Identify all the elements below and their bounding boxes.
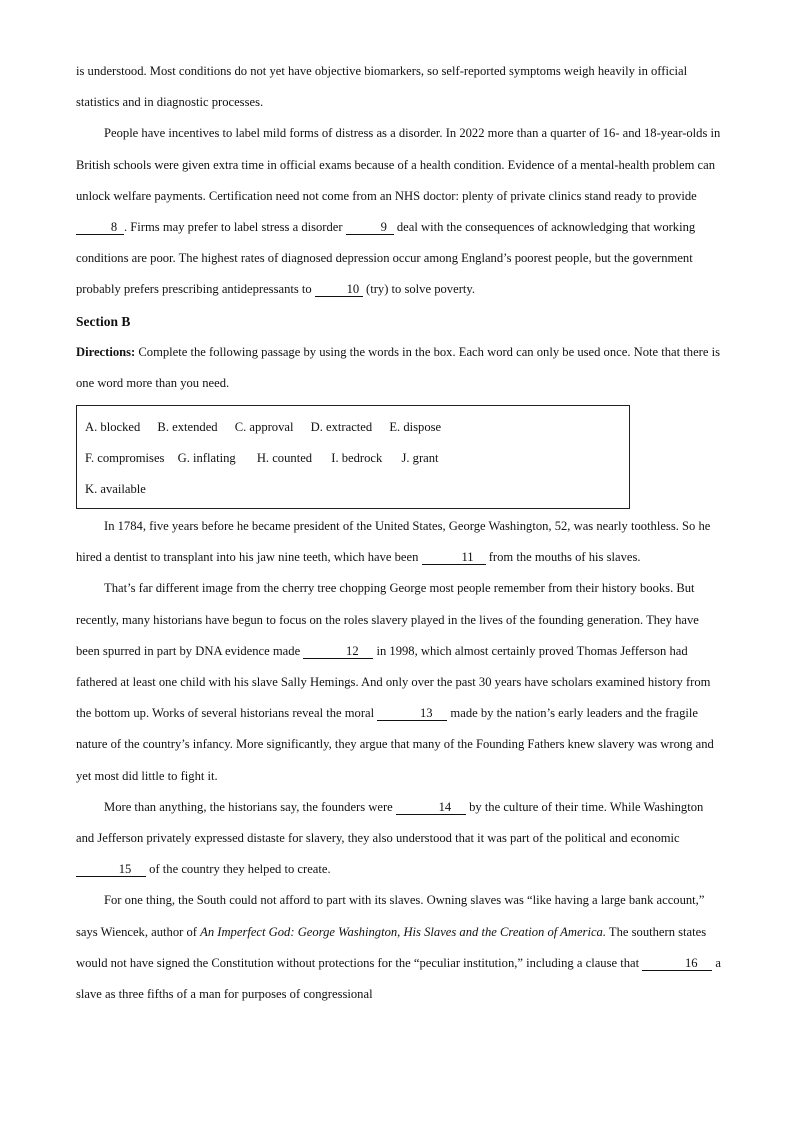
word-box-row-3 [85,474,621,505]
text-segment: from the mouths of his slaves. [485,550,641,565]
directions-text: Complete the following passage by using the words in the box. Each word can only be used once. Note that there is one word more than you need. [76,344,721,390]
word-option-b: B. extended [157,420,218,435]
blank-8[interactable]: 8 [76,220,124,235]
text-segment: (try) to solve poverty. [362,282,476,297]
word-option-k: K. available [85,482,146,497]
word-option-f: F. compromises [85,451,165,466]
directions-label: Directions: [76,344,136,359]
blank-12[interactable]: 12 [303,644,373,659]
text-segment: deal with the consequences of acknowledging that working conditions are poor. The highest rates of diagnosed depression occur among England’s poorest people, but the government probably prefers prescribing antidepressants to [76,220,696,297]
blank-11[interactable]: 11 [422,550,486,565]
word-box-row-2 [85,443,621,474]
book-title: An Imperfect God: George Washington, His Slaves and the Creation of America. [200,924,606,939]
word-box [76,405,630,509]
text-segment: People have incentives to label mild forms of distress as a disorder. In 2022 more than a quarter of 16- and 18-year-olds in British schools were given extra time in official exams because of a health condition. Evidence of a mental-health problem can unlock welfare payments. Certification need not come from an NHS doctor: plenty of private clinics stand ready to provide [76,126,721,203]
word-option-c: C. approval [234,420,294,435]
blank-16[interactable]: 16 [642,956,712,971]
text-segment: In 1784, five years before he became president of the United States, George Washington, 52, was nearly toothless. So he hired a dentist to transplant into his jaw nine teeth, which have been [76,519,711,565]
paragraph-cherry-tree [76,573,721,791]
paragraph-incentives [76,118,721,305]
text-segment: For one thing, the South could not afford to part with its slaves. Owning slaves was “like having a large bank account,” says Wiencek, author of [76,893,705,939]
word-option-j: J. grant [401,451,439,466]
blank-13[interactable]: 13 [377,706,447,721]
blank-15[interactable]: 15 [76,862,146,877]
section-b-heading: Section B [76,313,131,329]
word-box-row-1 [85,412,621,443]
word-option-d: D. extracted [310,420,373,435]
paragraph-1784 [76,511,721,573]
blank-9[interactable]: 9 [346,220,394,235]
word-option-h: H. counted [256,451,313,466]
word-option-i: I. bedrock [331,451,383,466]
text-segment: of the country they helped to create. [146,862,331,877]
blank-10[interactable]: 10 [315,282,363,297]
word-option-e: E. dispose [389,420,442,435]
paragraph-culture [76,792,721,886]
text-segment: in 1998, which almost certainly proved Thomas Jefferson had fathered at least one child with his slave Sally Hemings. And only over the past 30 years have scholars examined history from the bottom up. Works of several historians reveal the moral [76,643,711,721]
text-segment: The southern states would not have signed the Constitution without protections for the “peculiar institution,” including a clause that [76,924,707,970]
word-option-a: A. blocked [85,420,141,435]
document-page [76,56,721,1010]
blank-14[interactable]: 14 [396,800,466,815]
word-option-g: G. inflating [177,451,236,466]
text-segment: by the culture of their time. While Washington and Jefferson privately expressed distaste for slavery, they also understood that it was part of the political and economic [76,799,704,846]
text-segment: made by the nation’s early leaders and the fragile nature of the country’s infancy. More significantly, they argue that many of the Founding Fathers knew slavery was wrong and yet most did little to fight it. [76,706,714,783]
text-segment: a slave as three fifths of a man for purposes of congressional [76,955,722,1002]
paragraph-south [76,885,721,1010]
text-segment: More than anything, the historians say, the founders were [104,799,396,814]
text-segment: That’s far different image from the cherry tree chopping George most people remember from their history books. But recently, many historians have begun to focus on the roles slavery played in the lives of the founding generation. They have been spurred in part by DNA evidence made [76,581,699,658]
paragraph-top: is understood. Most conditions do not yet have objective biomarkers, so self-reported symptoms weigh heavily in official statistics and in diagnostic processes. [76,64,688,110]
text-segment: . Firms may prefer to label stress a disorder [124,220,346,235]
directions [76,337,721,399]
